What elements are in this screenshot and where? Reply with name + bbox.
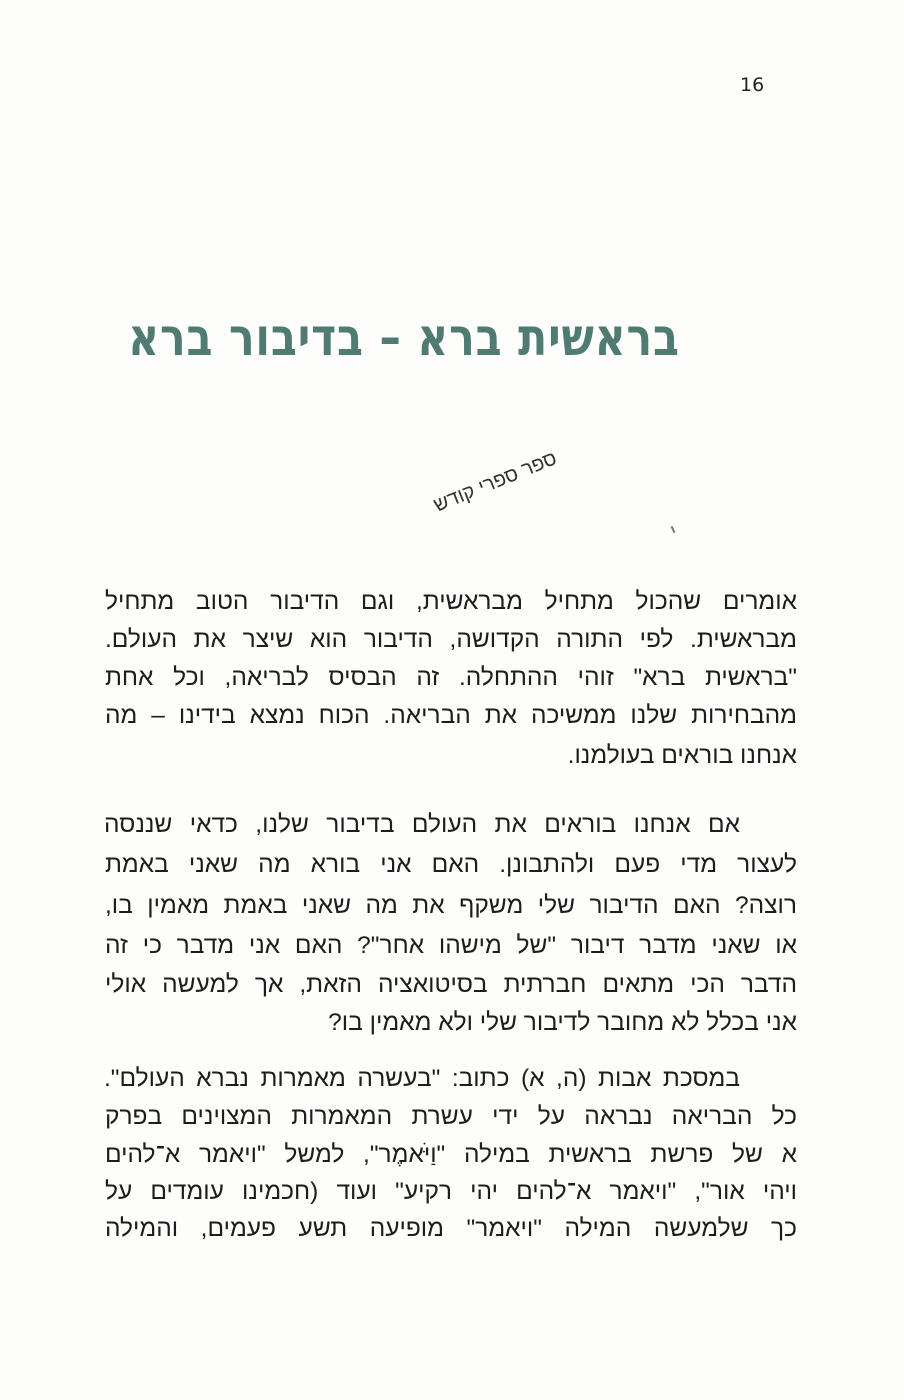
text-line: או שאני מדבר דיבור "של מישהו אחר"? האם אני מדבר כי זה xyxy=(105,932,797,959)
text-line: כך שלמעשה המילה "ויאמר" מופיעה תשע פעמים, והמילה xyxy=(105,1215,797,1242)
text-line: אומרים שהכול מתחיל מבראשית, וגם הדיבור הטוב מתחיל xyxy=(105,588,797,615)
text-line: לעצור מדי פעם ולהתבונן. האם אני בורא מה שאני באמת xyxy=(105,851,797,878)
text-line: הדבר הכי מתאים חברתית בסיטואציה הזאת, אך למעשה אולי xyxy=(105,971,797,998)
text-line: אם אנחנו בוראים את העולם בדיבור שלנו, כדאי שננסה xyxy=(104,811,740,838)
text-line: "בראשית ברא" זוהי ההתחלה. זה הבסיס לבריאה, וכל אחת xyxy=(105,664,797,691)
text-line: א של פרשת בראשית במילה "וַיֹּאמֶר", למשל "ויאמר א־להים xyxy=(105,1141,797,1168)
page-number: 16 xyxy=(740,74,765,96)
text-line: מבראשית. לפי התורה הקדושה, הדיבור הוא שיצר את העולם. xyxy=(105,626,797,653)
text-line: במסכת אבות (ה, א) כתוב: "בעשרה מאמרות נברא העולם". xyxy=(104,1065,740,1092)
text-line: רוצה? האם הדיבור שלי משקף את מה שאני באמת מאמין בו, xyxy=(105,892,797,919)
chapter-title: בראשית ברא – בדיבור ברא xyxy=(128,308,680,368)
scan-speck xyxy=(671,526,676,533)
library-stamp: ספר ספרי קודש xyxy=(430,447,560,517)
text-line: מהבחירות שלנו ממשיכה את הבריאה. הכוח נמצא בידינו – מה xyxy=(105,702,797,729)
text-line: אנחנו בוראים בעולמנו. xyxy=(567,742,797,769)
text-line: אני בכלל לא מחובר לדיבור שלי ולא מאמין בו? xyxy=(328,1009,797,1036)
text-line: ויהי אור", "ויאמר א־להים יהי רקיע" ועוד (חכמינו עומדים על xyxy=(105,1178,797,1205)
text-line: כל הבריאה נבראה על ידי עשרת המאמרות המצוינים בפרק xyxy=(105,1103,797,1130)
